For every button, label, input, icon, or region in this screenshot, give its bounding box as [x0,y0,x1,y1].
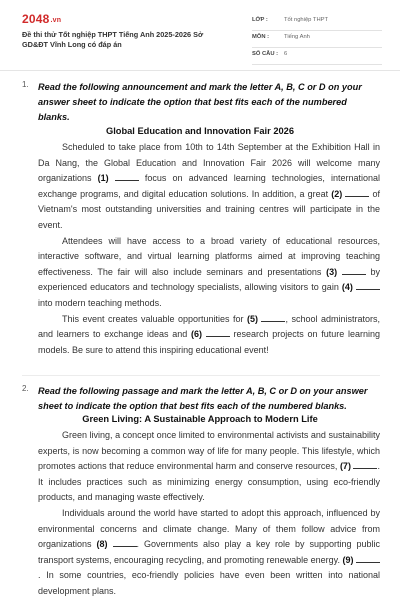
question-number: 2. [22,384,29,393]
question-instruction: Read the following announcement and mark the letter A, B, C or D on your answer sheet to indicate the option that best fits each of the numbered blanks. [38,82,362,122]
blank-number: (6) [191,329,202,340]
answer-blank [356,281,380,290]
meta-label: MÔN : [252,34,270,40]
page-header [0,0,400,68]
answer-blank [345,188,369,197]
site-logo[interactable]: 2048.vn [22,12,62,26]
passage-paragraph: Scheduled to take place from 10th to 14th September at the Exhibition Hall in Da Nang, the Global Education and Innovation Fair 2026 will welcome many organizations (1) focus on advanced learning technologies, international exchange programs, and digital education solutions. In addition, a great (2) of Vietnam's most outstanding universities and training centres will participate in the event. [38,142,380,230]
blank-number: (2) [331,188,343,199]
blank-number: (3) [326,266,338,277]
meta-value: Tiếng Anh [284,34,310,40]
passage-body [38,140,380,358]
blank-number: (1) [97,173,109,184]
blank-number: (5) [247,313,258,324]
meta-count-row [252,48,382,65]
blank-number: (7) [339,461,351,472]
passage-title: Green Living: A Sustainable Approach to Modern Life [82,414,318,424]
meta-value: 6 [284,51,288,57]
blank-number: (8) [96,539,108,550]
blank-number: (4) [341,282,353,293]
exam-meta [252,14,382,65]
header-divider [0,70,400,71]
answer-blank [356,554,380,563]
passage-paragraph: This event creates valuable opportunities for (5) , school administrators, and learners to exchange ideas and (6) research projects on future learning models. Be sure to attend this inspiring educational event! [38,313,380,355]
passage-paragraph: Green living, a concept once limited to environmental activists and sustainability experts, is now becoming a common way of life for many people. This lifestyle, which promotes actions that reduce environmental harm and conserve resources, (7) . It includes practices such as minimizing energy consumption, using eco-friendly products, and managing waste effectively. [38,430,380,503]
meta-label: SỐ CÂU : [252,51,279,57]
question-instruction: Read the following passage and mark the letter A, B, C or D on your answer sheet to indicate the option that best fits each of the numbered blanks. [38,386,368,411]
exam-title: Đề thi thử Tốt nghiệp THPT Tiếng Anh 2025-2026 Sở GD&ĐT Vĩnh Long có đáp án [22,30,204,49]
meta-subject-row [252,31,382,48]
answer-blank [113,538,137,547]
answer-blank [342,266,366,275]
passage-body [38,428,380,600]
blank-number: (9) [342,554,354,565]
meta-label: LỚP : [252,17,268,23]
passage-paragraph: Individuals around the world have started to adopt this approach, influenced by environmental concerns and climate change. Many of them follow advice from organizations (8) . Governments also play a key role by supporting public transport systems, encouraging recycling, and promoting renewable energy. (9) . In some countries, eco-friendly policies have even been written into national development plans. [38,507,380,596]
question-number: 1. [22,80,29,89]
meta-class-row [252,14,382,31]
meta-value: Tốt nghiệp THPT [284,17,329,23]
answer-blank [261,313,285,322]
answer-blank [206,328,230,337]
passage-paragraph: Attendees will have access to a broad variety of educational resources, interactive software, and virtual learning platforms aimed at improving teaching effectiveness. The fair will also include seminars and presentations (3) by experienced educators and technology specialists, allowing visitors to gain (4) into modern teaching methods. [38,235,380,308]
question-divider [22,375,380,376]
answer-blank [353,460,377,469]
answer-blank [115,172,139,181]
passage-title: Global Education and Innovation Fair 2026 [105,126,295,136]
